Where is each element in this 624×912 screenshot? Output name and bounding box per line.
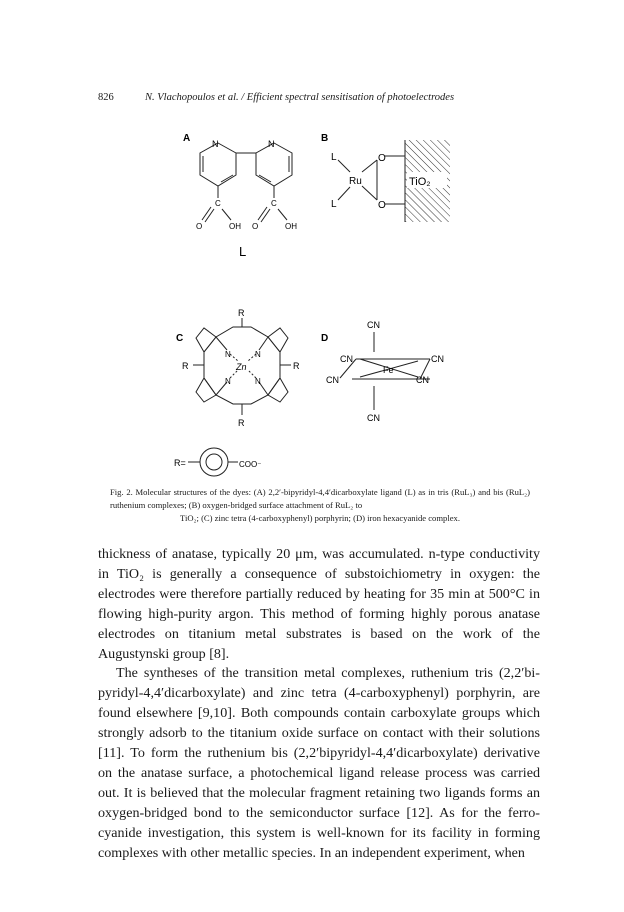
atom-n-left: N bbox=[212, 139, 219, 149]
panel-c-letter: C bbox=[176, 333, 184, 344]
ligand-label-l: L bbox=[239, 244, 247, 259]
r-definition-group: COO⁻ bbox=[239, 460, 262, 469]
paragraph-2: The syntheses of the transition metal complexes, ruthenium tris (2,2′bi-pyridyl-4,4′dicarboxylate) and zinc tetra (4-carboxyphenyl) porphyrin, are found elsewhere [9,10]. Both compounds contain carboxylate groups which strongly adsorb to the titanium oxide surface on contact with their solutions [11]. To form the ruthenium bis (2,2′bipyridyl-4,4′dicarboxylate) derivative on the anatase surface, a photochemical ligand release process was carried out. It is believed that the molecular fragment retaining two ligands forms an oxygen-bridged bond to the semiconductor surface [12]. As for the ferro-cyanide investigation, this system is well-known for its facility in forming complexes with other metallic species. In an independent experiment, when bbox=[98, 665, 540, 861]
atom-o-right: O bbox=[252, 222, 259, 231]
cn-bottom: CN bbox=[367, 413, 380, 423]
atom-n-2: N bbox=[255, 350, 261, 359]
r-group-phenyl bbox=[188, 448, 238, 476]
cn-left-bottom: CN bbox=[326, 375, 339, 385]
caption-line-1: Fig. 2. Molecular structures of the dyes: (A) 2,2′-bipyridyl-4,4′dicarboxylate ligand (L) as in tris bbox=[110, 487, 449, 497]
atom-zn: Zn bbox=[236, 362, 247, 372]
atom-n-1: N bbox=[225, 350, 231, 359]
r-top: R bbox=[238, 308, 245, 318]
body-text bbox=[98, 545, 540, 864]
r-right: R bbox=[293, 361, 300, 371]
atom-l-top: L bbox=[331, 152, 337, 163]
r-left: R bbox=[182, 361, 189, 371]
cn-top: CN bbox=[367, 320, 380, 330]
caption-line-3: TiO₂; (C) zinc tetra (4-carboxyphenyl) porphyrin; (D) iron hexacyanide complex. bbox=[180, 513, 460, 523]
atom-oh-left: OH bbox=[229, 222, 241, 231]
atom-ru: Ru bbox=[349, 176, 362, 187]
tio2-label: TiO₂ bbox=[409, 176, 431, 188]
atom-l-bottom: L bbox=[331, 199, 337, 210]
cn-right-bottom: CN bbox=[416, 375, 429, 385]
cn-left-top: CN bbox=[340, 354, 353, 364]
atom-n-4: N bbox=[255, 377, 261, 386]
paragraph-1: thickness of anatase, typically 20 μm, was accumulated. n-type conductivity in TiO₂ is generally a consequence of substoichiometry in oxygen: the electrodes were therefore partially reduced by heating for 35 min at 500°C in flowing high-purity argon. This method of forming highly porous anatase electrodes on titanium metal substrates is based on the work of the Augustynski group [8]. bbox=[98, 546, 540, 662]
atom-fe: Fe bbox=[383, 365, 394, 375]
cn-right-top: CN bbox=[431, 354, 444, 364]
atom-oh-right: OH bbox=[285, 222, 297, 231]
bipyridine-ligand bbox=[200, 143, 292, 222]
atom-c-left: C bbox=[215, 199, 221, 208]
panel-a-letter: A bbox=[183, 133, 191, 144]
page-number: 826 bbox=[98, 92, 114, 103]
caption-line-2: (RuL₃) and bis (RuL₂) ruthenium complexes; (B) oxygen-bridged surface attachment of RuL₂ to bbox=[110, 487, 530, 510]
atom-o-top: O bbox=[378, 153, 386, 164]
running-head: N. Vlachopoulos et al. / Efficient spectral sensitisation of photoelectrodes bbox=[145, 92, 455, 103]
atom-n-right: N bbox=[268, 139, 275, 149]
r-bottom: R bbox=[238, 418, 245, 428]
atom-c-right: C bbox=[271, 199, 277, 208]
atom-n-3: N bbox=[225, 377, 231, 386]
atom-o-bottom: O bbox=[378, 200, 386, 211]
panel-d-letter: D bbox=[321, 333, 329, 344]
atom-o-left: O bbox=[196, 222, 203, 231]
panel-b-letter: B bbox=[321, 133, 329, 144]
r-definition-label: R= bbox=[174, 458, 186, 468]
figure-caption bbox=[110, 486, 530, 525]
